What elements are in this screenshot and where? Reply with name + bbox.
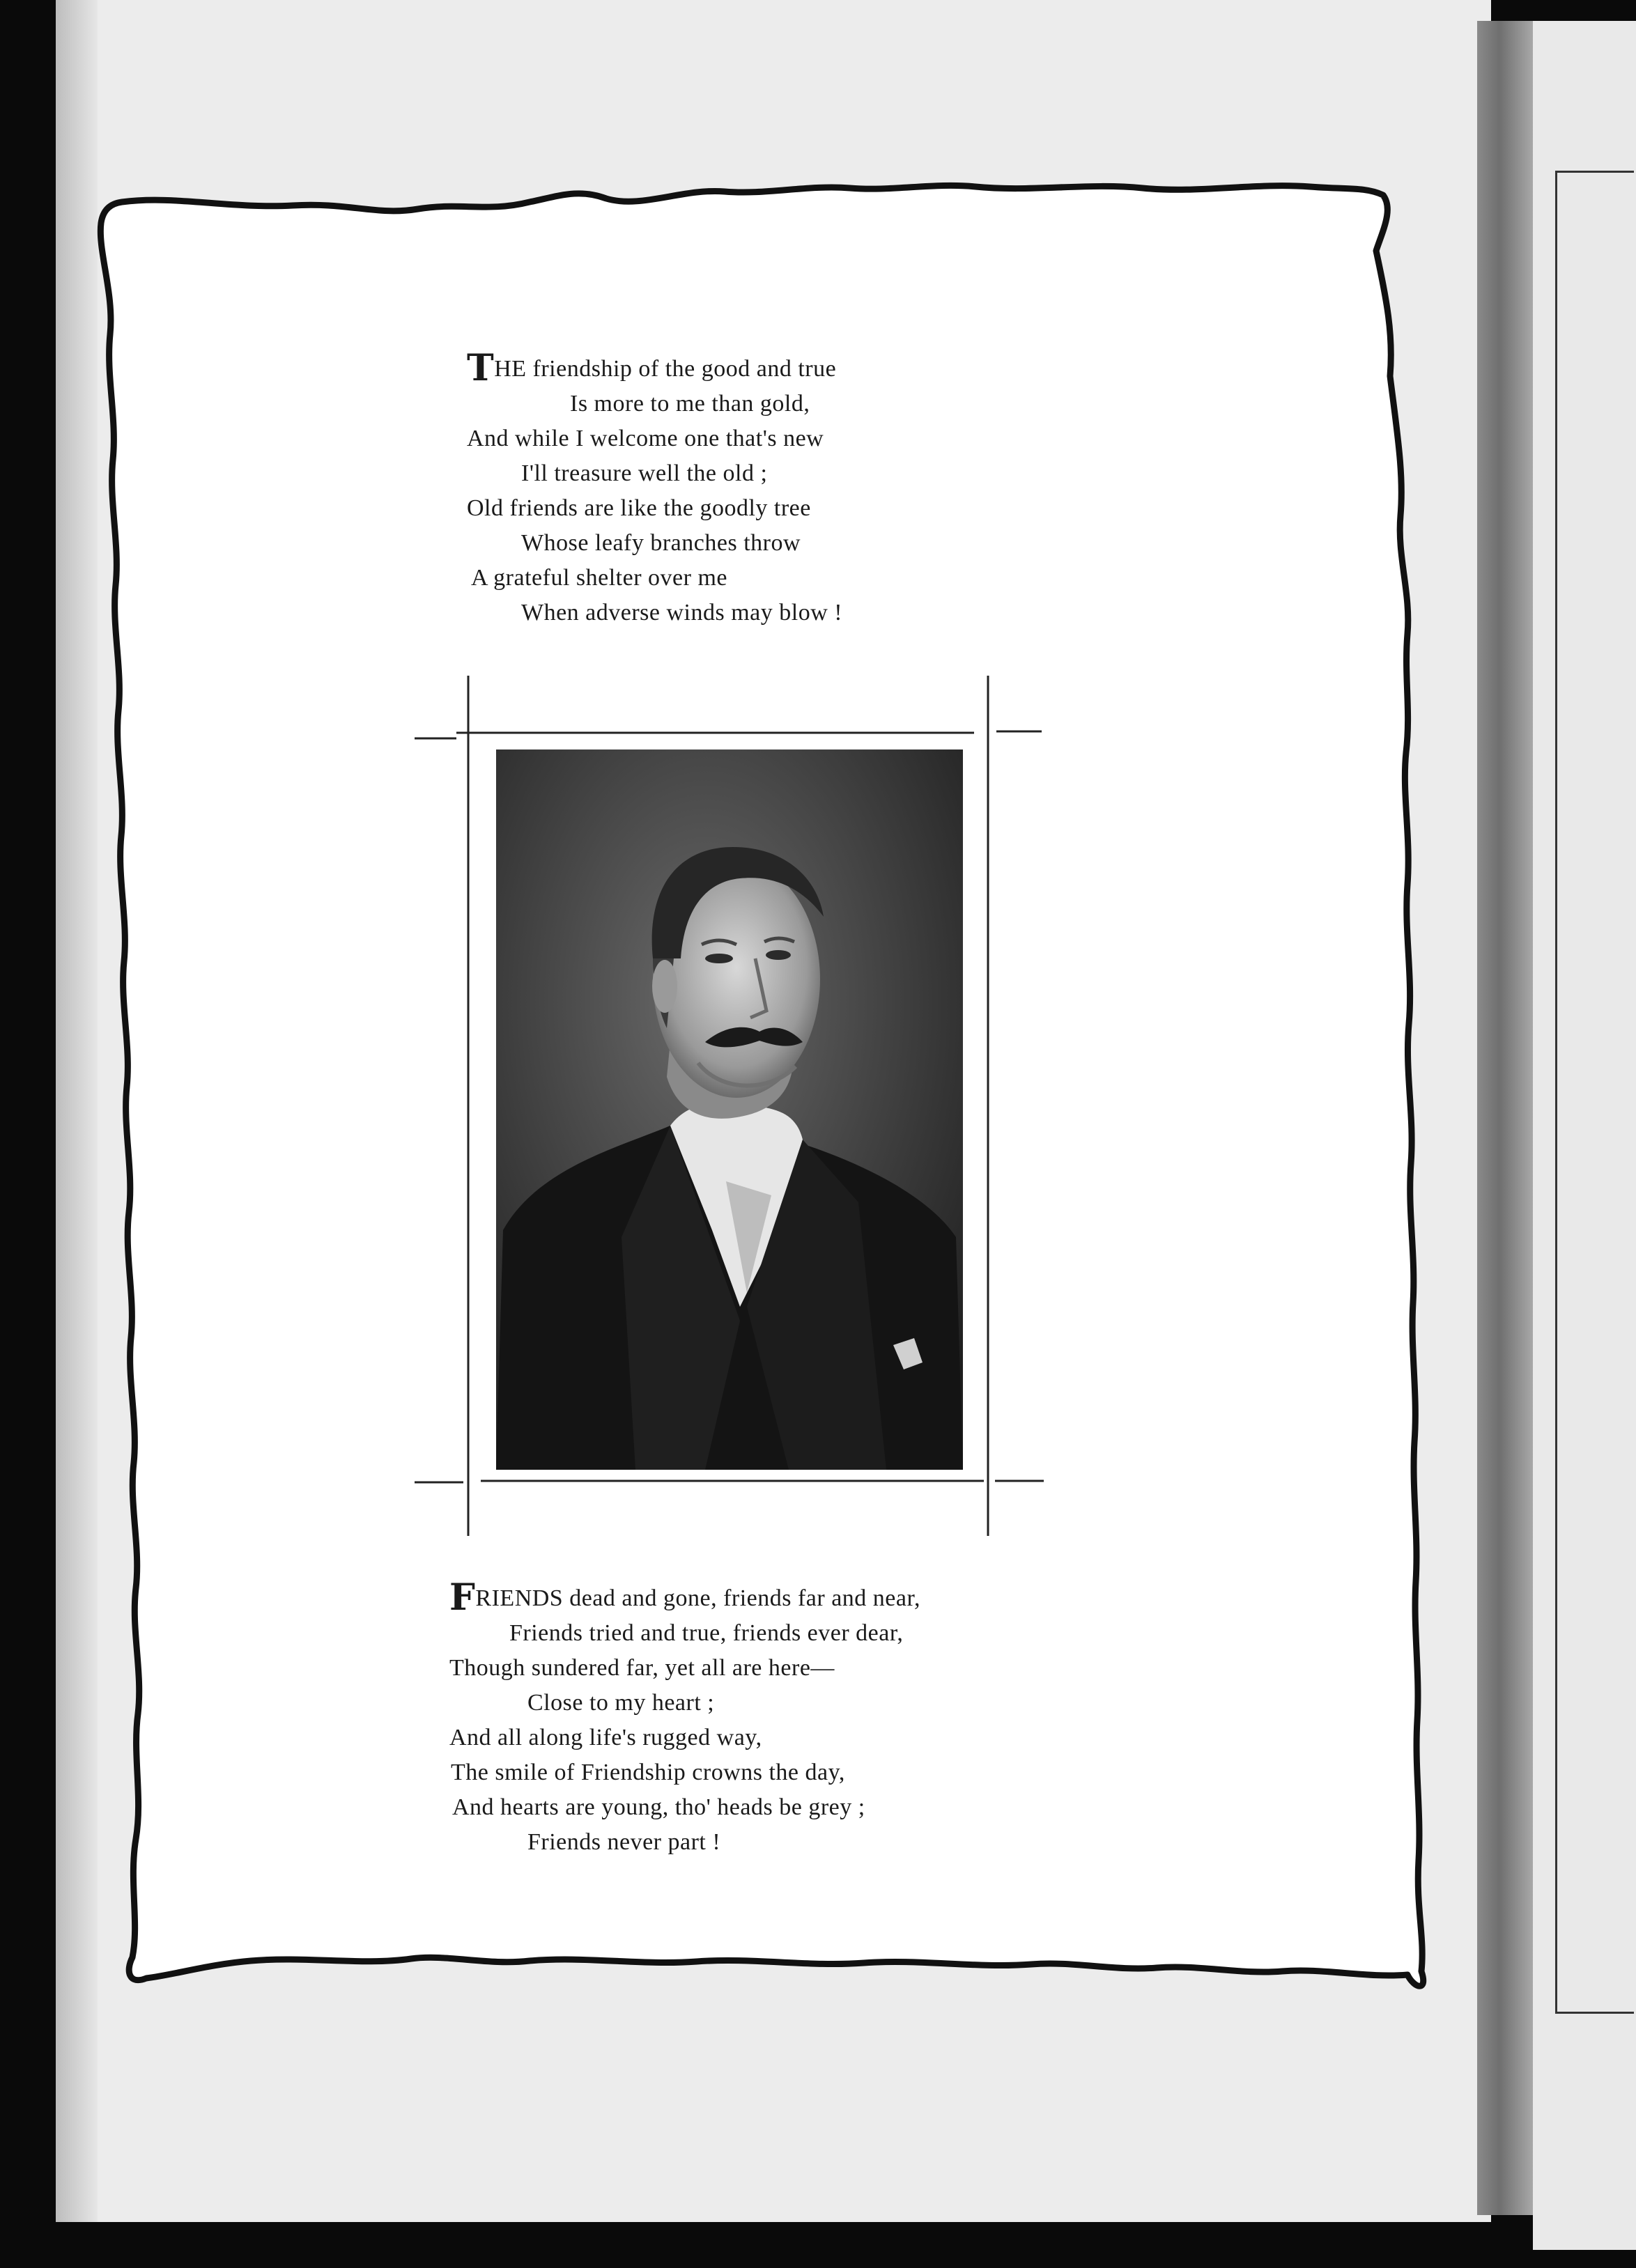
poem-bottom-line-5: And all along life's rugged way,	[449, 1725, 762, 1750]
poem-top-line-3: And while I welcome one that's new	[467, 426, 824, 451]
poem-bottom-line-7: And hearts are young, tho' heads be grey ;	[452, 1794, 865, 1820]
poem-bottom-line-1: FRIENDS dead and gone, friends far and near,	[449, 1576, 920, 1619]
poem-top-line-8: When adverse winds may blow !	[521, 600, 843, 626]
poem-top	[467, 347, 843, 630]
poem-top-line-4: I'll treasure well the old ;	[521, 460, 768, 486]
poem-bottom-line-8: Friends never part !	[527, 1829, 721, 1855]
poem-top-line-1: THE friendship of the good and true	[467, 347, 837, 389]
poem-bottom-line-3: Though sundered far, yet all are here—	[449, 1655, 835, 1681]
drop-cap-f: F	[449, 1576, 476, 1619]
poem-top-line-2: Is more to me than gold,	[570, 391, 810, 417]
poem-top-line-7: A grateful shelter over me	[471, 565, 727, 591]
poem-top-line-6: Whose leafy branches throw	[521, 530, 801, 556]
poem-bottom-line-6: The smile of Friendship crowns the day,	[451, 1760, 845, 1785]
poem-top-line-5: Old friends are like the goodly tree	[467, 495, 811, 521]
poem-bottom-line-4: Close to my heart ;	[527, 1690, 715, 1716]
poem-bottom	[449, 1576, 920, 1860]
poem-bottom-line-2: Friends tried and true, friends ever dear,	[509, 1620, 904, 1646]
drop-cap-t: T	[467, 347, 495, 389]
portrait-photo	[496, 749, 963, 1470]
